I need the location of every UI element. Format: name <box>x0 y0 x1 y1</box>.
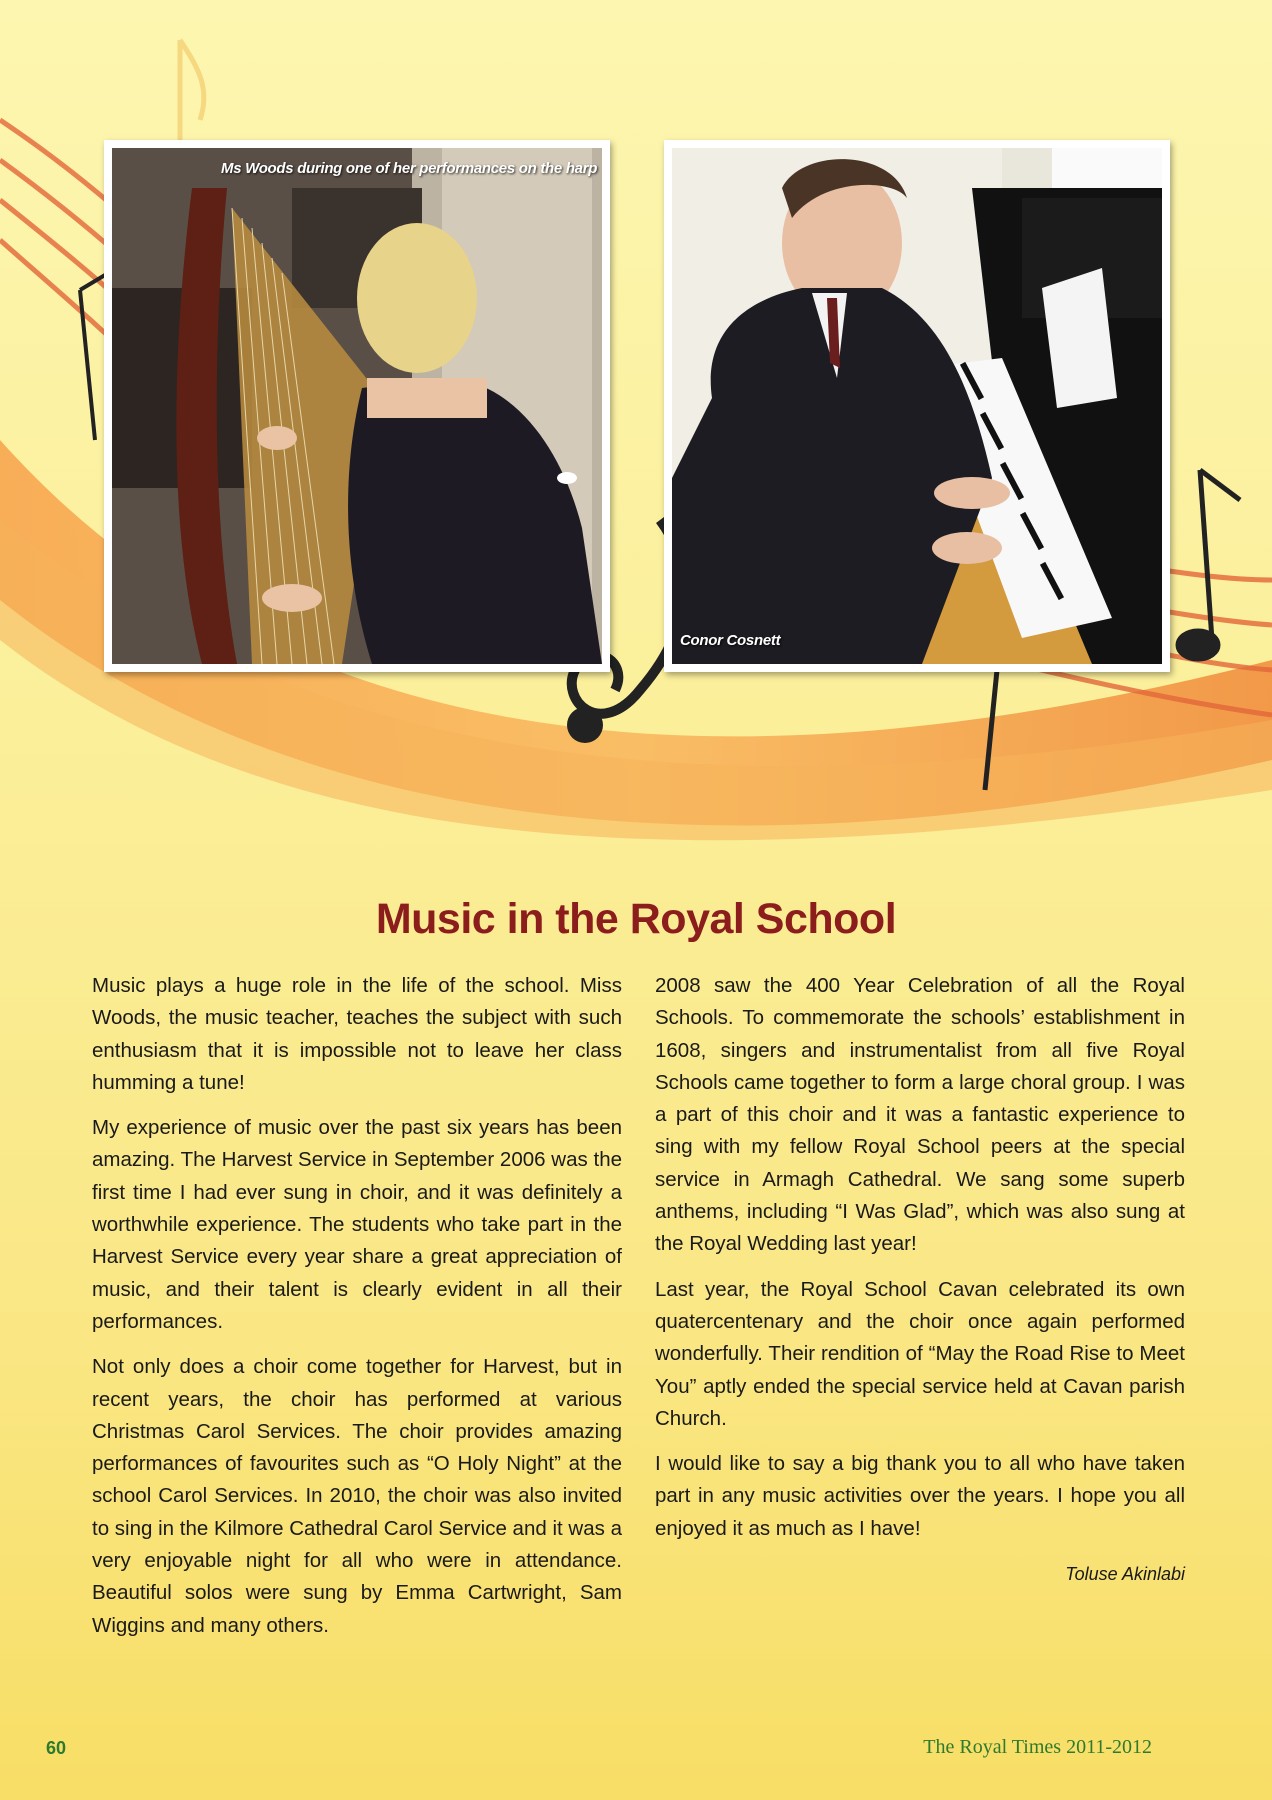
publication-name: The Royal Times 2011-2012 <box>923 1736 1152 1758</box>
article-paragraph: Music plays a huge role in the life of the school. Miss Woods, the music teacher, teaches the subject with such enthusiasm that it is impossible not to leave her class humming a tune! <box>92 974 622 1094</box>
article-paragraph: Not only does a choir come together for Harvest, but in recent years, the choir has performed at various Christmas Carol Services. The choir provides amazing performances of favourites such as “O Holy Night” at the school Carol Services. In 2010, the choir was also invited to sing in the Kilmore Cathedral Carol Service and it was a very enjoyable night for all who were in attendance. Beautiful solos were sung by Emma Cartwright, Sam Wiggins and many others. <box>92 1355 622 1637</box>
piano-player-photo <box>672 148 1162 664</box>
article-paragraph: Last year, the Royal School Cavan celebrated its own quatercentenary and the choir once again performed wonderfully. Their rendition of “May the Road Rise to Meet You” aptly ended the special service held at Cavan parish Church. <box>655 1277 1185 1430</box>
piano-photo-caption: Conor Cosnett <box>680 632 781 649</box>
article-left-column <box>92 970 622 1655</box>
harp-photo-frame <box>104 140 610 672</box>
article-paragraph: 2008 saw the 400 Year Celebration of all the Royal Schools. To commemorate the schools’ establishment in 1608, singers and instrumentalist from all five Royal Schools came together to form a large choral group. I was a part of this choir and it was a fantastic experience to sing with my fellow Royal School peers at the special service in Armagh Cathedral. We sang some superb anthems, including “I Was Glad”, which was also sung at the Royal Wedding last year! <box>655 974 1185 1256</box>
harp-photo-caption: Ms Woods during one of her performances on the harp <box>221 160 598 177</box>
page-number: 60 <box>46 1738 67 1758</box>
article-paragraph: I would like to say a big thank you to all who have taken part in any music activities over the years. I hope you all enjoyed it as much as I have! <box>655 1452 1185 1540</box>
piano-photo-frame <box>664 140 1170 672</box>
article-title: Music in the Royal School <box>375 895 897 943</box>
article-paragraph: My experience of music over the past six years has been amazing. The Harvest Service in September 2006 was the first time I had ever sung in choir, and it was definitely a worthwhile experience. The students who take part in the Harvest Service every year share a great appreciation of music, and their talent is clearly evident in all their performances. <box>92 1116 622 1333</box>
harp-performer-photo <box>112 148 602 664</box>
article-author: Toluse Akinlabi <box>1065 1564 1185 1585</box>
article-right-column <box>655 970 1185 1590</box>
